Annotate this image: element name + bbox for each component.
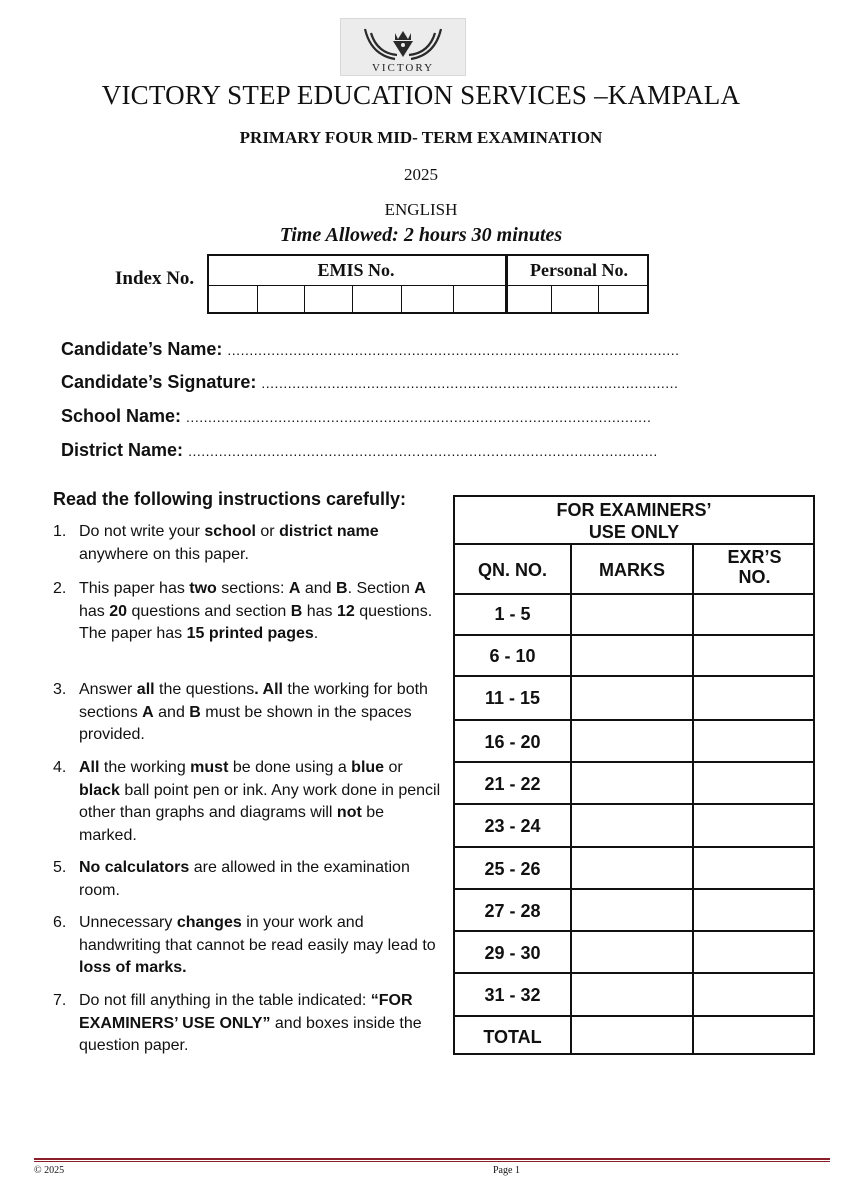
emis-number-header: EMIS No. (317, 260, 395, 280)
exam-title: PRIMARY FOUR MID- TERM EXAMINATION (239, 128, 603, 147)
table-col-rule (570, 543, 572, 1053)
qn-range: 1 - 5 (494, 604, 531, 624)
instruction-item: 1. Do not write your school or district name anywhere on this paper. (53, 523, 379, 563)
school-title: VICTORY STEP EDUCATION SERVICES –KAMPALA (101, 80, 741, 110)
qn-range: 31 - 32 (484, 985, 541, 1005)
district-name-dots: ........................................................................................................... (188, 443, 658, 459)
instruction-item: 6. Unnecessary changes in your work and handwriting that cannot be read easily may lead to loss of marks. (53, 914, 436, 976)
logo-text: VICTORY (371, 62, 435, 74)
candidate-signature-field[interactable] (61, 372, 678, 393)
table-rule (455, 846, 813, 848)
qn-range: 27 - 28 (484, 901, 541, 921)
qn-range: 16 - 20 (484, 732, 541, 752)
index-table-divider (209, 285, 647, 286)
table-rule (455, 888, 813, 890)
index-number-label: Index No. (115, 268, 195, 289)
copyright-text: © 2025 (34, 1165, 65, 1176)
table-rule (455, 593, 813, 595)
index-box[interactable] (401, 286, 402, 312)
table-rule (455, 719, 813, 721)
page-number: Page 1 (493, 1165, 520, 1176)
index-box[interactable] (505, 286, 508, 312)
exr-no-header: EXR’S NO. (727, 547, 782, 587)
qn-no-header: QN. NO. (477, 560, 547, 580)
qn-range: 11 - 15 (484, 688, 541, 708)
qn-range: 23 - 24 (484, 816, 541, 836)
candidate-name-dots: ....................................................................................................... (227, 342, 680, 358)
instruction-item: 2. This paper has two sections: A and B. Section A has 20 questions and section B has 12 questions. The paper has 15 printed pages. (53, 580, 433, 642)
table-rule (455, 1015, 813, 1017)
footer-rule (34, 1158, 830, 1160)
district-name-label: District Name: (61, 440, 184, 460)
index-box[interactable] (257, 286, 258, 312)
footer-rule-thin (34, 1161, 830, 1162)
instruction-item: 3. Answer all the questions. All the working for both sections A and B must be shown in the spaces provided. (53, 681, 428, 743)
qn-range: 29 - 30 (484, 943, 541, 963)
school-name-label: School Name: (61, 406, 182, 426)
time-allowed: Time Allowed: 2 hours 30 minutes (279, 224, 563, 246)
index-box[interactable] (551, 286, 552, 312)
examiners-use-table (453, 495, 815, 1055)
candidate-signature-label: Candidate’s Signature: (61, 372, 257, 392)
qn-range: 21 - 22 (484, 774, 541, 794)
table-rule (455, 930, 813, 932)
index-box[interactable] (453, 286, 454, 312)
index-number-table (207, 254, 649, 314)
candidate-signature-dots: ............................................................................................... (261, 375, 679, 391)
total-label: TOTAL (483, 1027, 542, 1047)
qn-range: 6 - 10 (489, 646, 536, 666)
candidate-name-field[interactable] (61, 339, 680, 360)
table-rule (455, 675, 813, 677)
candidate-name-label: Candidate’s Name: (61, 339, 223, 359)
examiners-table-title: FOR EXAMINERS’ USE ONLY (556, 500, 712, 542)
table-rule (455, 634, 813, 636)
personal-number-header: Personal No. (505, 256, 650, 285)
instruction-item: 7. Do not fill anything in the table indicated: “FOR EXAMINERS’ USE ONLY” and boxes inside the question paper. (53, 992, 422, 1054)
district-name-field[interactable] (61, 440, 658, 461)
table-rule (455, 803, 813, 805)
school-name-field[interactable] (61, 406, 651, 427)
table-rule (455, 761, 813, 763)
table-rule (455, 543, 813, 545)
subject-name: ENGLISH (384, 200, 458, 219)
victory-logo (340, 18, 466, 76)
index-box[interactable] (352, 286, 353, 312)
exam-year: 2025 (404, 165, 438, 184)
table-col-rule (692, 543, 694, 1053)
index-box[interactable] (304, 286, 305, 312)
qn-range: 25 - 26 (484, 859, 541, 879)
table-rule (455, 972, 813, 974)
school-name-dots: .......................................................................................................... (186, 409, 652, 425)
instruction-item: 5. No calculators are allowed in the examination room. (53, 859, 410, 899)
instruction-item: 4. All the working must be done using a blue or black ball point pen or ink. Any work done in pencil other than graphs and diagrams will not be marked. (53, 759, 441, 844)
marks-header: MARKS (599, 560, 665, 580)
instructions-heading: Read the following instructions carefully: (53, 489, 407, 509)
index-box[interactable] (598, 286, 599, 312)
